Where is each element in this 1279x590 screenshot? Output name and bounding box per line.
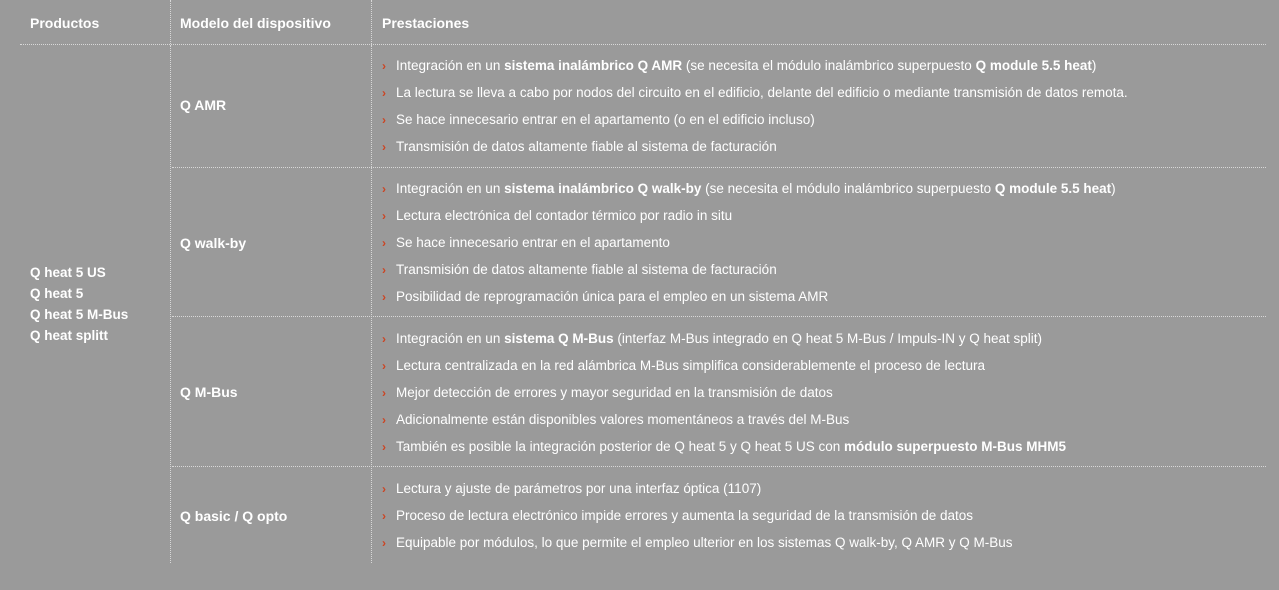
bullet-icon: › xyxy=(382,413,386,427)
bullet-icon: › xyxy=(382,440,386,454)
bullet-icon: › xyxy=(382,113,386,127)
bullet-icon: › xyxy=(382,209,386,223)
bullet-icon: › xyxy=(382,263,386,277)
feature-item: › Mejor detección de errores y mayor seguridad en la transmisión de datos xyxy=(382,379,833,406)
bullet-icon: › xyxy=(382,59,386,73)
row-divider xyxy=(172,167,1266,168)
row-divider xyxy=(172,466,1266,467)
bullet-icon: › xyxy=(382,140,386,154)
bullet-icon: › xyxy=(382,332,386,346)
feature-item: › La lectura se lleva a cabo por nodos del circuito en el edificio, delante del edificio o mediante transmisión de datos remota. xyxy=(382,79,1128,106)
column-divider xyxy=(170,45,171,563)
feature-item: › Lectura electrónica del contador térmico por radio in situ xyxy=(382,202,732,229)
product-name: Q heat 5 M-Bus xyxy=(30,307,129,322)
feature-item: › Equipable por módulos, lo que permite el empleo ulterior en los sistemas Q walk-by, Q AMR y Q M-Bus xyxy=(382,529,1013,556)
feature-item: › Transmisión de datos altamente fiable al sistema de facturación xyxy=(382,256,777,283)
feature-item: › Se hace innecesario entrar en el apartamento xyxy=(382,229,670,256)
feature-item: › Integración en un sistema Q M-Bus (interfaz M-Bus integrado en Q heat 5 M-Bus / Impuls-IN y Q heat split) xyxy=(382,325,1042,352)
feature-item: › También es posible la integración posterior de Q heat 5 y Q heat 5 US con módulo superpuesto M-Bus MHM5 xyxy=(382,433,1066,460)
product-name: Q heat 5 US xyxy=(30,265,106,280)
feature-item: › Se hace innecesario entrar en el apartamento (o en el edificio incluso) xyxy=(382,106,815,133)
bullet-icon: › xyxy=(382,236,386,250)
products-cell xyxy=(30,262,165,346)
feature-item: › Integración en un sistema inalámbrico Q walk-by (se necesita el módulo inalámbrico superpuesto Q module 5.5 heat) xyxy=(382,175,1116,202)
column-divider xyxy=(371,0,372,44)
bullet-icon: › xyxy=(382,182,386,196)
header-productos: Productos xyxy=(30,15,100,31)
product-name: Q heat 5 xyxy=(30,286,84,301)
feature-item: › Lectura y ajuste de parámetros por una interfaz óptica (1107) xyxy=(382,475,761,502)
row-divider xyxy=(172,316,1266,317)
bullet-icon: › xyxy=(382,290,386,304)
bullet-icon: › xyxy=(382,509,386,523)
bullet-icon: › xyxy=(382,386,386,400)
model-name-q-walk-by: Q walk-by xyxy=(180,235,247,251)
header-prestaciones: Prestaciones xyxy=(382,15,470,31)
feature-item: › Transmisión de datos altamente fiable al sistema de facturación xyxy=(382,133,777,160)
model-name-q-basic-opto: Q basic / Q opto xyxy=(180,508,288,524)
model-name-q-m-bus: Q M-Bus xyxy=(180,384,238,400)
bullet-icon: › xyxy=(382,482,386,496)
feature-item: › Posibilidad de reprogramación única para el empleo en un sistema AMR xyxy=(382,283,828,310)
header-modelo: Modelo del dispositivo xyxy=(180,15,331,31)
model-name-q-amr: Q AMR xyxy=(180,97,227,113)
feature-item: › Integración en un sistema inalámbrico Q AMR (se necesita el módulo inalámbrico superpuesto Q module 5.5 heat) xyxy=(382,52,1096,79)
feature-item: › Adicionalmente están disponibles valores momentáneos a través del M-Bus xyxy=(382,406,849,433)
bullet-icon: › xyxy=(382,359,386,373)
bullet-icon: › xyxy=(382,86,386,100)
feature-item: › Lectura centralizada en la red alámbrica M-Bus simplifica considerablemente el proceso de lectura xyxy=(382,352,985,379)
bullet-icon: › xyxy=(382,536,386,550)
column-divider xyxy=(170,0,171,44)
column-divider xyxy=(371,45,372,563)
product-name: Q heat splitt xyxy=(30,328,109,343)
feature-item: › Proceso de lectura electrónico impide errores y aumenta la seguridad de la transmisión de datos xyxy=(382,502,973,529)
table-header xyxy=(20,0,1266,45)
